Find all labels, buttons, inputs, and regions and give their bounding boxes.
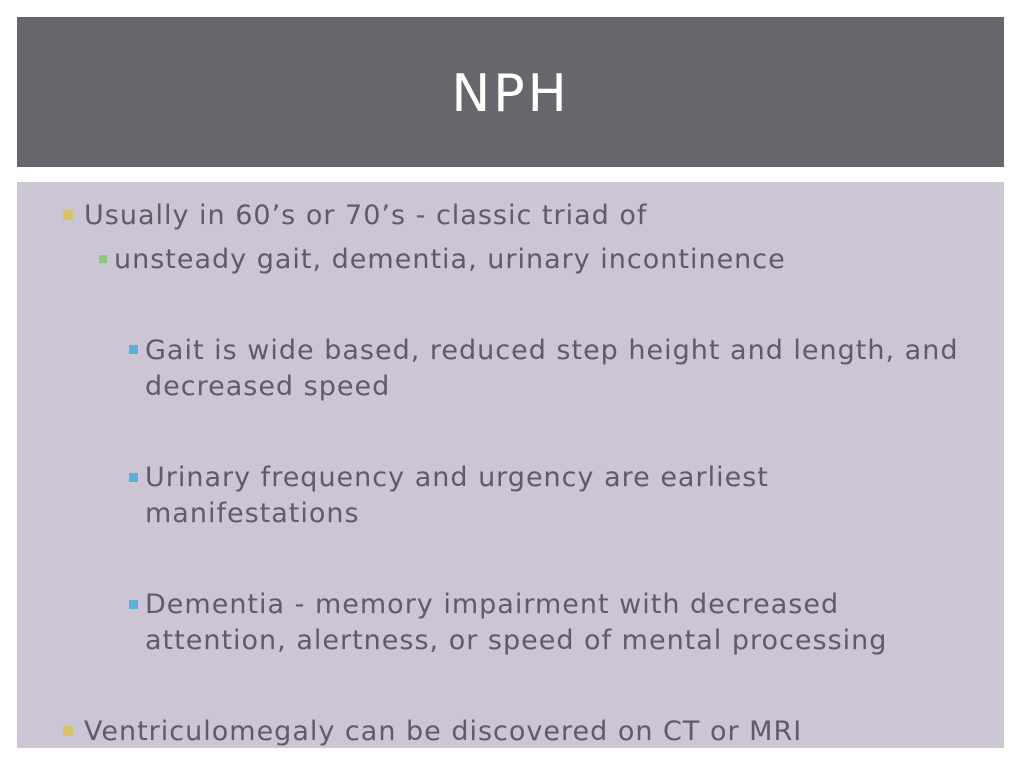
bullet-item: Usually in 60’s or 70’s - classic triad of	[84, 200, 648, 231]
bullet-marker-level3	[129, 473, 138, 482]
slide-title: NPH	[451, 64, 570, 124]
bullet-item: Gait is wide based, reduced step height and length, and decreased speed	[145, 335, 959, 402]
title-bar	[17, 17, 1004, 167]
bullet-marker-level3	[129, 600, 138, 609]
bullet-item: Urinary frequency and urgency are earliest manifestations	[145, 462, 769, 529]
bullet-item: unsteady gait, dementia, urinary incontinence	[114, 244, 786, 275]
bullet-item: Dementia - memory impairment with decreased attention, alertness, or speed of mental processing	[145, 589, 888, 656]
bullet-marker-level2	[99, 255, 107, 263]
bullet-marker-level1	[63, 210, 73, 220]
content-area	[17, 182, 1004, 748]
bullet-item: Ventriculomegaly can be discovered on CT or MRI	[84, 716, 803, 747]
bullet-marker-level3	[129, 345, 138, 354]
bullet-marker-level1	[63, 726, 73, 736]
